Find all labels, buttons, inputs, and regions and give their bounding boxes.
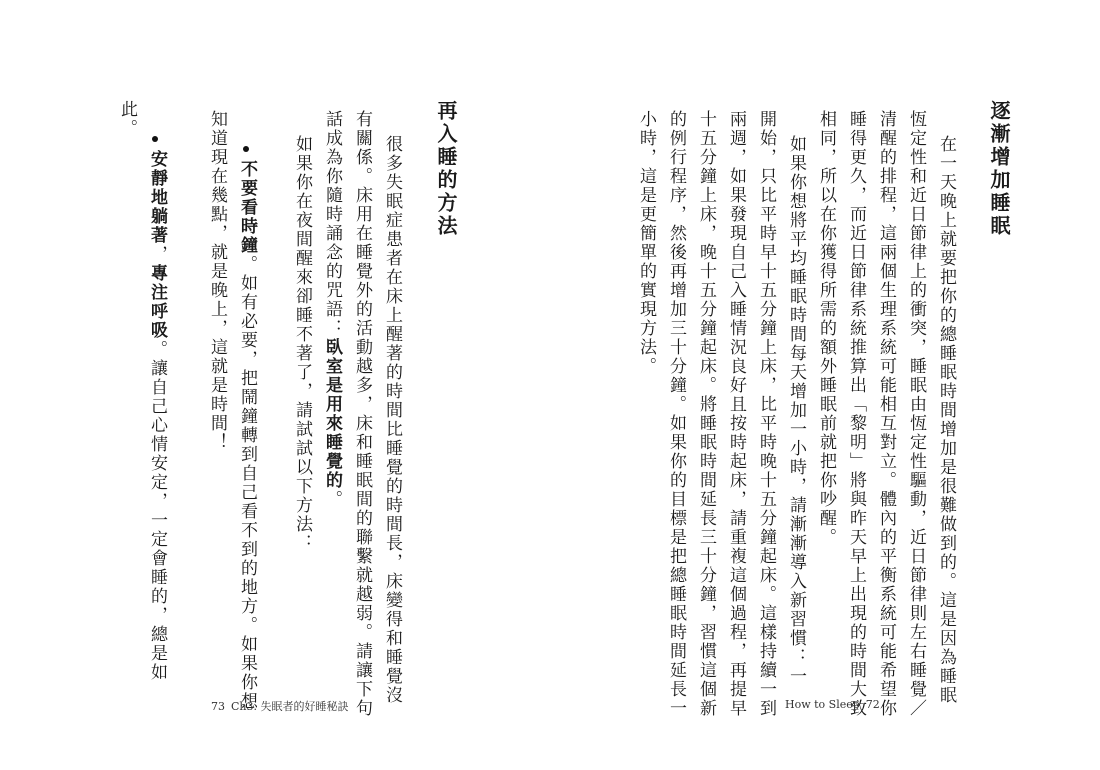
- page-number: 73: [211, 700, 225, 713]
- section-heading-gradual-sleep: 逐漸增加睡眠: [987, 100, 1011, 238]
- paragraph-line: 相同，所以在你獲得所需的額外睡眠前就把你吵醒。: [816, 110, 836, 547]
- running-title: How to Sleep: [785, 698, 860, 711]
- bullet-item-line: [234, 160, 260, 711]
- paragraph-line: 在一天晚上就要把你的總睡眠時間增加是很難做到的。這是因為睡眠: [936, 135, 956, 705]
- paragraph-line: 很多失眠症患者在床上醒著的時間比睡覺的時間長，床變得和睡覺沒: [382, 135, 402, 705]
- bullet-marker: [243, 146, 249, 152]
- right-page-footer: [785, 698, 886, 711]
- bullet-item-line: 知道現在幾點，就是晚上，這就是時間！: [207, 110, 227, 452]
- text-run: 。讓自己心情安定，一定會睡的，總是如: [147, 340, 167, 682]
- paragraph-line: 如果你在夜間醒來卻睡不著了，請試試以下方法：: [292, 135, 312, 553]
- bullet-emphasis: 專注呼吸: [147, 264, 167, 340]
- paragraph-line: [319, 110, 345, 509]
- paragraph-line: 清醒的排程，這兩個生理系統可能相互對立。體內的平衡系統可能希望你: [876, 110, 896, 718]
- text-run: ，: [147, 245, 167, 264]
- bullet-item-line: 此。: [117, 100, 137, 138]
- paragraph-line: 的例行程序，然後再增加三十分鐘。如果你的目標是把總睡眠時間延長一: [666, 110, 686, 718]
- bullet-emphasis: 不要看時鐘: [237, 160, 257, 255]
- bullet-emphasis: 安靜地躺著: [147, 150, 167, 245]
- paragraph-line: 恆定性和近日節律上的衝突，睡眠由恆定性驅動，近日節律則左右睡覺／: [906, 110, 926, 718]
- paragraph-line: 開始，只比平時早十五分鐘上床，比平時晚十五分鐘起床。這樣持續一到: [756, 110, 776, 718]
- bullet-item-line: [144, 150, 170, 682]
- running-title: Ch3. 失眠者的好睡秘訣: [231, 700, 349, 713]
- text-run: 。如有必要，把鬧鐘轉到自己看不到的地方。如果你想: [237, 255, 257, 711]
- text-run: 。: [322, 490, 342, 509]
- left-page-footer: [205, 698, 349, 714]
- text-run: 話成為你隨時誦念的咒語：: [322, 110, 342, 338]
- section-heading-fall-back-asleep: 再入睡的方法: [434, 100, 458, 238]
- paragraph-line: 兩週，如果發現自己入睡情況良好且按時起床，請重複這個過程，再提早: [726, 110, 746, 718]
- page-number: 72: [865, 698, 880, 711]
- mantra-emphasis: 臥室是用來睡覺的: [322, 338, 342, 490]
- bullet-marker: [152, 136, 158, 142]
- paragraph-line: 如果你想將平均睡眠時間每天增加一小時，請漸漸導入新習慣：一: [786, 135, 806, 686]
- paragraph-line: 有關係。床用在睡覺外的活動越多，床和睡眠間的聯繫就越弱。請讓下句: [352, 110, 372, 718]
- paragraph-line: 十五分鐘上床，晚十五分鐘起床。將睡眠時間延長三十分鐘，習慣這個新: [696, 110, 716, 718]
- paragraph-line: 睡得更久，而近日節律系統推算出「黎明」將與昨天早上出現的時間大致: [846, 110, 866, 718]
- paragraph-line: 小時，這是更簡單的實現方法。: [636, 110, 656, 376]
